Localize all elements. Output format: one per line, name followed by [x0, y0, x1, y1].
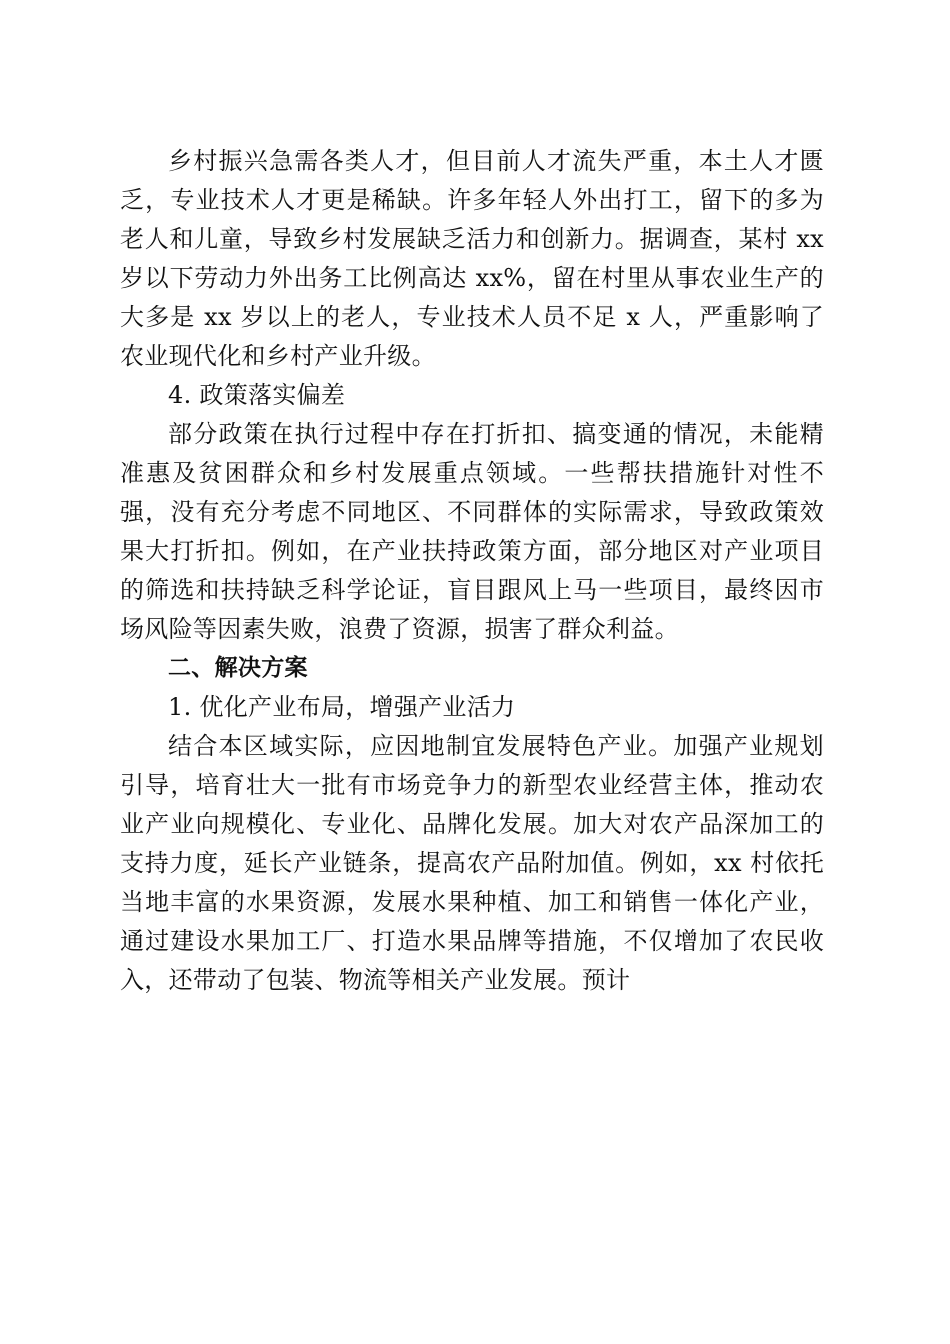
paragraph-policy-deviation: 部分政策在执行过程中存在打折扣、搞变通的情况，未能精准惠及贫困群众和乡村发展重点领域。一些帮扶措施针对性不强，没有充分考虑不同地区、不同群体的实际需求，导致政策效果大打折扣。例如，在产业扶持政策方面，部分地区对产业项目的筛选和扶持缺乏科学论证，盲目跟风上马一些项目，最终因市场风险等因素失败，浪费了资源，损害了群众利益。	[120, 420, 824, 643]
subheading-optimize-industry: 1. 优化产业布局，增强产业活力	[168, 693, 516, 721]
document-body	[120, 142, 824, 1000]
paragraph-talent-shortage: 乡村振兴急需各类人才，但目前人才流失严重，本土人才匮乏，专业技术人才更是稀缺。许多年轻人外出打工，留下的多为老人和儿童，导致乡村发展缺乏活力和创新力。据调查，某村 xx 岁以下劳动力外出务工比例高达 xx%，留在村里从事农业生产的大多是 xx 岁以上的老人，专业技术人员不足 x 人，严重影响了农业现代化和乡村产业升级。	[120, 147, 825, 370]
subheading-policy-deviation: 4. 政策落实偏差	[168, 381, 346, 409]
section-heading-solutions: 二、解决方案	[168, 655, 308, 681]
paragraph-optimize-industry: 结合本区域实际，应因地制宜发展特色产业。加强产业规划引导，培育壮大一批有市场竞争力的新型农业经营主体，推动农业产业向规模化、专业化、品牌化发展。加大对农产品深加工的支持力度，延长产业链条，提高农产品附加值。例如，xx 村依托当地丰富的水果资源，发展水果种植、加工和销售一体化产业，通过建设水果加工厂、打造水果品牌等措施，不仅增加了农民收入，还带动了包装、物流等相关产业发展。预计	[120, 732, 824, 994]
